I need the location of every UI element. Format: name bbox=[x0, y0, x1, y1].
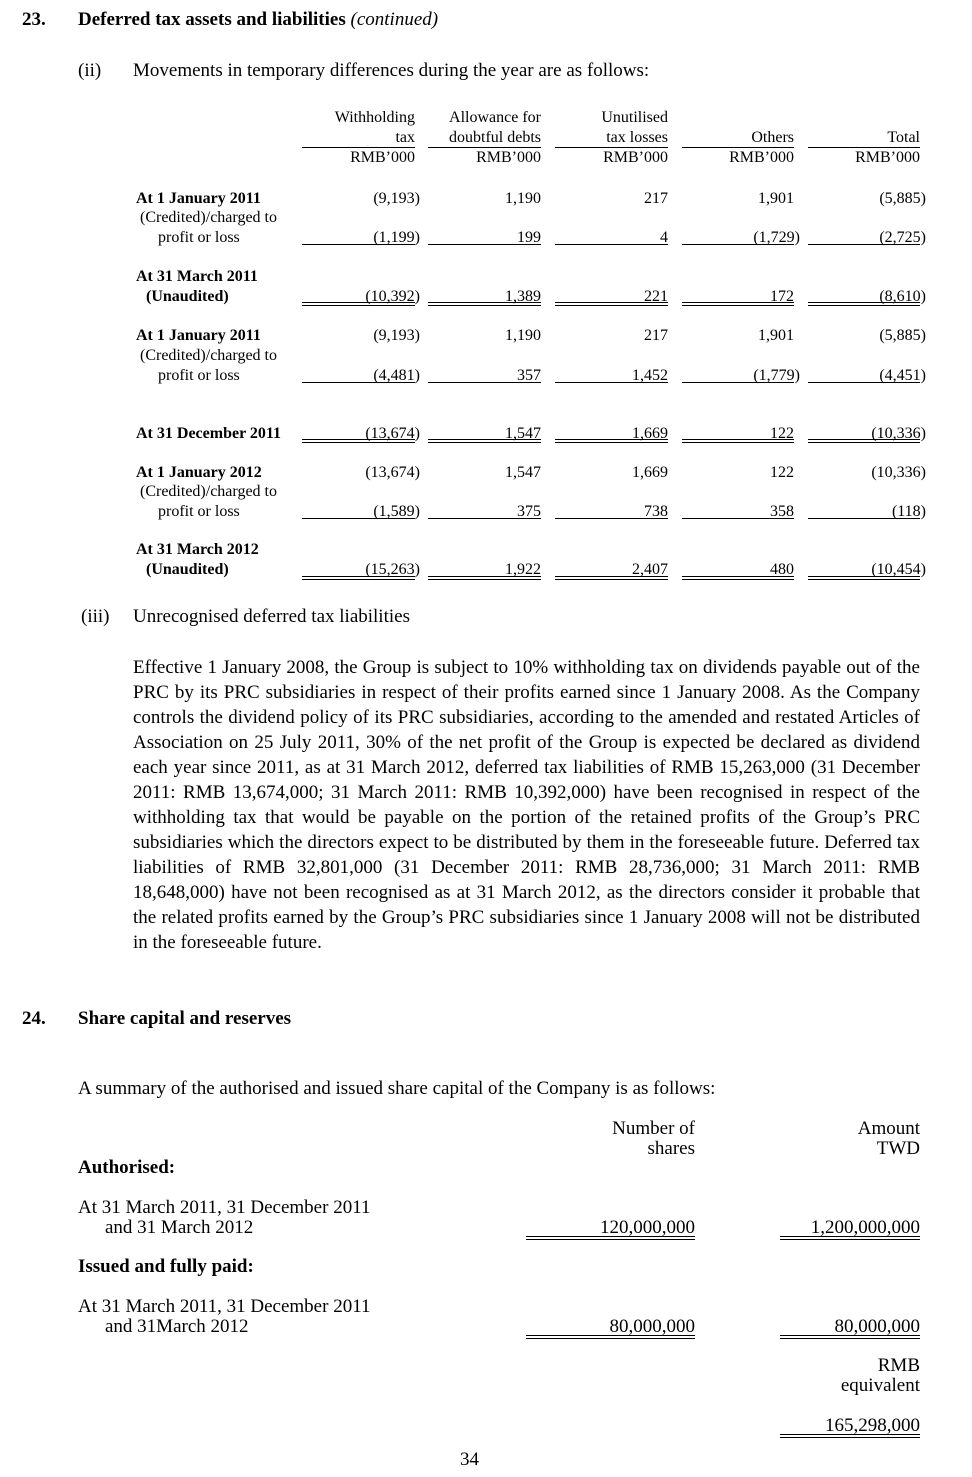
cell-value: (9,193) bbox=[373, 327, 420, 344]
section-title: Deferred tax assets and liabilities bbox=[78, 9, 346, 30]
cell-value: 1,389 bbox=[505, 288, 541, 305]
cell-value: (118) bbox=[891, 503, 926, 520]
row-label: At 1 January 2011 bbox=[136, 327, 261, 344]
subsection-title: Unrecognised deferred tax liabilities bbox=[133, 606, 410, 627]
row-double-underline bbox=[555, 302, 668, 306]
cell-value: 217 bbox=[644, 190, 668, 207]
column-header-line bbox=[682, 108, 794, 128]
subsection-marker: (ii) bbox=[78, 60, 102, 81]
section-number: 24. bbox=[22, 1008, 46, 1029]
summary-text: A summary of the authorised and issued share capital of the Company is as follows: bbox=[78, 1078, 716, 1099]
row-double-underline bbox=[682, 439, 794, 443]
cell-value: (4,481) bbox=[373, 367, 420, 384]
column-header-line: Others bbox=[751, 129, 794, 146]
column-header-line: RMB’000 bbox=[603, 149, 668, 166]
cell-value: (13,674) bbox=[365, 464, 420, 481]
row-underline bbox=[555, 518, 668, 519]
cell-value: 217 bbox=[644, 327, 668, 344]
column-underline bbox=[808, 147, 920, 148]
row-underline bbox=[682, 382, 794, 383]
column-header-line: RMB bbox=[877, 1355, 920, 1376]
cell-value: 221 bbox=[644, 288, 668, 305]
column-header-line: Allowance for bbox=[449, 109, 541, 126]
cell-value: 120,000,000 bbox=[600, 1217, 695, 1238]
row-double-underline bbox=[780, 1434, 920, 1438]
row-double-underline bbox=[780, 1236, 920, 1240]
column-underline bbox=[555, 147, 668, 148]
column-header-line: RMB’000 bbox=[855, 149, 920, 166]
section-continued: (continued) bbox=[350, 9, 439, 30]
cell-value: 80,000,000 bbox=[609, 1316, 695, 1337]
row-label: At 31 December 2011 bbox=[136, 425, 281, 442]
row-label: (Unaudited) bbox=[146, 561, 229, 578]
column-header bbox=[808, 108, 920, 168]
cell-value: (5,885) bbox=[879, 190, 926, 207]
issued-heading: Issued and fully paid: bbox=[78, 1256, 254, 1277]
cell-value: 4 bbox=[660, 229, 668, 246]
row-double-underline bbox=[780, 1335, 920, 1339]
cell-value: 1,547 bbox=[505, 425, 541, 442]
cell-value: 738 bbox=[644, 503, 668, 520]
row-label: At 31 March 2012 bbox=[136, 541, 259, 558]
cell-value: 1,452 bbox=[632, 367, 668, 384]
column-header bbox=[555, 108, 668, 168]
cell-value: 358 bbox=[770, 503, 794, 520]
column-header-line: RMB’000 bbox=[729, 149, 794, 166]
cell-value: (9,193) bbox=[373, 190, 420, 207]
column-header-line: Withholding bbox=[334, 109, 415, 126]
authorised-heading: Authorised: bbox=[78, 1157, 176, 1178]
row-double-underline bbox=[808, 439, 920, 443]
section-number: 23. bbox=[22, 9, 46, 30]
row-underline bbox=[808, 518, 920, 519]
column-header-line: Number of bbox=[612, 1118, 695, 1139]
row-double-underline bbox=[302, 576, 415, 580]
row-double-underline bbox=[808, 576, 920, 580]
column-underline bbox=[302, 147, 415, 148]
row-label: and 31 March 2012 bbox=[105, 1217, 254, 1238]
column-header-line: tax bbox=[395, 129, 415, 146]
row-label: (Credited)/charged to bbox=[140, 209, 277, 226]
cell-value: (4,451) bbox=[879, 367, 926, 384]
row-double-underline bbox=[555, 439, 668, 443]
cell-value: 1,669 bbox=[632, 464, 668, 481]
cell-value: (10,392) bbox=[365, 288, 420, 305]
cell-value: 122 bbox=[770, 425, 794, 442]
row-underline bbox=[428, 382, 541, 383]
cell-value: 1,190 bbox=[505, 190, 541, 207]
row-label: At 31 March 2011 bbox=[136, 268, 258, 285]
row-underline bbox=[428, 244, 541, 245]
subsection-marker: (iii) bbox=[81, 606, 110, 627]
row-label: (Credited)/charged to bbox=[140, 483, 277, 500]
row-double-underline bbox=[302, 302, 415, 306]
row-underline bbox=[555, 382, 668, 383]
column-underline bbox=[428, 147, 541, 148]
cell-value: 1,901 bbox=[758, 190, 794, 207]
row-double-underline bbox=[682, 576, 794, 580]
row-label: At 31 March 2011, 31 December 2011 bbox=[78, 1296, 371, 1317]
row-label: At 31 March 2011, 31 December 2011 bbox=[78, 1197, 371, 1218]
row-label: profit or loss bbox=[158, 229, 240, 246]
row-double-underline bbox=[526, 1236, 695, 1240]
cell-value: 2,407 bbox=[632, 561, 668, 578]
column-header-line: Total bbox=[887, 129, 920, 146]
cell-value: 480 bbox=[770, 561, 794, 578]
column-header-line: tax losses bbox=[606, 129, 668, 146]
row-underline bbox=[302, 382, 415, 383]
row-double-underline bbox=[526, 1335, 695, 1339]
column-header-line: RMB’000 bbox=[476, 149, 541, 166]
column-header-line bbox=[808, 108, 920, 128]
row-underline bbox=[555, 244, 668, 245]
section-heading bbox=[78, 9, 438, 31]
column-header bbox=[780, 1119, 920, 1159]
cell-value: (13,674) bbox=[365, 425, 420, 442]
cell-value: 122 bbox=[770, 464, 794, 481]
cell-value: (5,885) bbox=[879, 327, 926, 344]
cell-value: (1,199) bbox=[373, 229, 420, 246]
column-header-line: Amount bbox=[857, 1118, 920, 1139]
row-underline bbox=[682, 518, 794, 519]
cell-value: (2,725) bbox=[879, 229, 926, 246]
cell-value: (1,779) bbox=[753, 367, 800, 384]
row-double-underline bbox=[808, 302, 920, 306]
cell-value: 80,000,000 bbox=[834, 1316, 920, 1337]
row-double-underline bbox=[682, 302, 794, 306]
row-underline bbox=[302, 244, 415, 245]
page-number: 34 bbox=[460, 1449, 479, 1470]
column-header-line: RMB’000 bbox=[350, 149, 415, 166]
cell-value: 1,901 bbox=[758, 327, 794, 344]
cell-value: 1,547 bbox=[505, 464, 541, 481]
cell-value: (10,336) bbox=[871, 425, 926, 442]
row-double-underline bbox=[428, 302, 541, 306]
row-underline bbox=[808, 244, 920, 245]
row-label: profit or loss bbox=[158, 367, 240, 384]
cell-value: 1,190 bbox=[505, 327, 541, 344]
column-header-line: equivalent bbox=[840, 1375, 920, 1396]
column-header bbox=[428, 108, 541, 168]
cell-value: 199 bbox=[517, 229, 541, 246]
column-header-line: Unutilised bbox=[601, 109, 668, 126]
cell-value: 1,669 bbox=[632, 425, 668, 442]
row-label: At 1 January 2011 bbox=[136, 190, 261, 207]
body-paragraph: Effective 1 January 2008, the Group is subject to 10% withholding tax on dividends payable out of the PRC by its PRC subsidiaries in respect of their profits earned since 1 January 2008. As the Company controls the dividend policy of its PRC subsidiaries, according to the amended and restated Articles of Association on 25 July 2011, 30% of the net profit of the Group is expected be declared as dividend each year since 2011, as at 31 March 2012, deferred tax liabilities of RMB 15,263,000 (31 December 2011: RMB 13,674,000; 31 March 2011: RMB 10,392,000) have been recognised in respect of the withholding tax that would be payable on the portion of the retained profits of the Group’s PRC subsidiaries which the directors expect to be distributed by them in the foreseeable future. Deferred tax liabilities of RMB 32,801,000 (31 December 2011: RMB 28,736,000; 31 March 2011: RMB 18,648,000) have not been recognised as at 31 March 2012, as the directors consider it probable that the related profits earned by the Group’s PRC subsidiaries since 1 January 2008 will not be distributed in the foreseeable future. bbox=[133, 657, 920, 953]
cell-value: 375 bbox=[517, 503, 541, 520]
cell-value: (1,589) bbox=[373, 503, 420, 520]
subsection-text: Movements in temporary differences during the year are as follows: bbox=[133, 60, 650, 81]
cell-value: 1,200,000,000 bbox=[810, 1217, 920, 1238]
row-double-underline bbox=[555, 576, 668, 580]
row-underline bbox=[302, 518, 415, 519]
row-label: (Unaudited) bbox=[146, 288, 229, 305]
cell-value: (8,610) bbox=[879, 288, 926, 305]
row-underline bbox=[682, 244, 794, 245]
column-header bbox=[530, 1119, 695, 1159]
row-label: and 31March 2012 bbox=[105, 1316, 249, 1337]
column-header bbox=[300, 108, 415, 168]
column-header bbox=[780, 1356, 920, 1396]
column-header-line: doubtful debts bbox=[449, 129, 541, 146]
cell-value: (10,454) bbox=[871, 561, 926, 578]
row-underline bbox=[808, 382, 920, 383]
column-header bbox=[682, 108, 794, 168]
row-label: profit or loss bbox=[158, 503, 240, 520]
row-label: At 1 January 2012 bbox=[136, 464, 262, 481]
column-header-line: TWD bbox=[876, 1138, 920, 1159]
row-underline bbox=[428, 518, 541, 519]
row-double-underline bbox=[302, 439, 415, 443]
row-label: (Credited)/charged to bbox=[140, 347, 277, 364]
column-underline bbox=[682, 147, 794, 148]
row-double-underline bbox=[428, 439, 541, 443]
cell-value: 357 bbox=[517, 367, 541, 384]
cell-value: 172 bbox=[770, 288, 794, 305]
cell-value: 1,922 bbox=[505, 561, 541, 578]
section-title: Share capital and reserves bbox=[78, 1008, 292, 1029]
cell-value: (10,336) bbox=[871, 464, 926, 481]
row-double-underline bbox=[428, 576, 541, 580]
cell-value: (1,729) bbox=[753, 229, 800, 246]
cell-value: 165,298,000 bbox=[825, 1415, 920, 1436]
column-header-line: shares bbox=[647, 1138, 695, 1159]
cell-value: (15,263) bbox=[365, 561, 420, 578]
